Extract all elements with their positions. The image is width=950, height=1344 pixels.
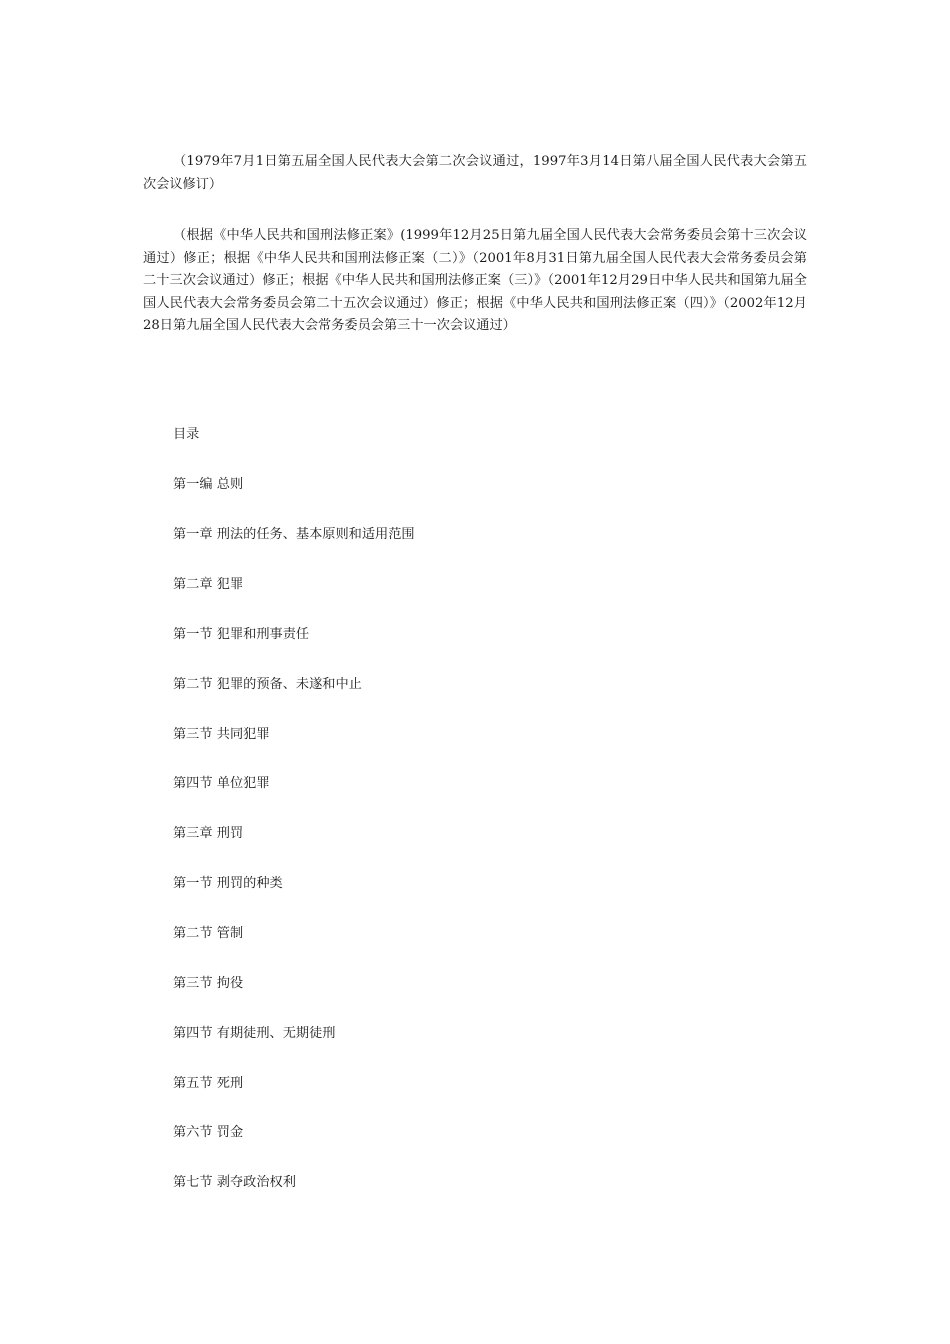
toc-item-section: 第一节 刑罚的种类 [173, 876, 283, 891]
toc-item-section: 第五节 死刑 [173, 1076, 244, 1091]
toc-item-chapter-1: 第一章 刑法的任务、基本原则和适用范围 [173, 527, 415, 542]
toc-item-section: 第四节 有期徒刑、无期徒刑 [173, 1026, 336, 1041]
toc-item-section: 第四节 单位犯罪 [173, 776, 270, 791]
amendment-note-paragraph: （根据《中华人民共和国刑法修正案》(1999年12月25日第九届全国人民代表大会常务委员会第十三次会议通过）修正；根据《中华人民共和国刑法修正案（二）》（2001年8月31日第九届全国人民代表大会常务委员会第二十三次会议通过）修正；根据《中华人民共和国刑法修正案（三）》（2001年12月29日中华人民共和国第九届全国人民代表大会常务委员会第二十五次会议通过）修正；根据《中华人民共和国刑法修正案（四）》（2002年12月28日第九届全国人民代表大会常务委员会第三十一次会议通过） [143, 228, 807, 333]
toc-item-chapter-3: 第三章 刑罚 [173, 826, 244, 841]
toc-item-section: 第二节 犯罪的预备、未遂和中止 [173, 677, 362, 692]
toc-item-part-1: 第一编 总则 [173, 477, 244, 492]
toc-item-section: 第二节 管制 [173, 926, 244, 941]
toc-item-section: 第三节 拘役 [173, 976, 244, 991]
toc-item-section: 第三节 共同犯罪 [173, 727, 270, 742]
toc-item-section: 第七节 剥夺政治权利 [173, 1175, 296, 1190]
toc-heading: 目录 [173, 427, 200, 442]
toc-item-section: 第六节 罚金 [173, 1125, 244, 1140]
toc-item-section: 第一节 犯罪和刑事责任 [173, 627, 310, 642]
toc-item-chapter-2: 第二章 犯罪 [173, 577, 244, 592]
adoption-note-paragraph: （1979年7月1日第五届全国人民代表大会第二次会议通过，1997年3月14日第八届全国人民代表大会第五次会议修订） [143, 154, 807, 192]
